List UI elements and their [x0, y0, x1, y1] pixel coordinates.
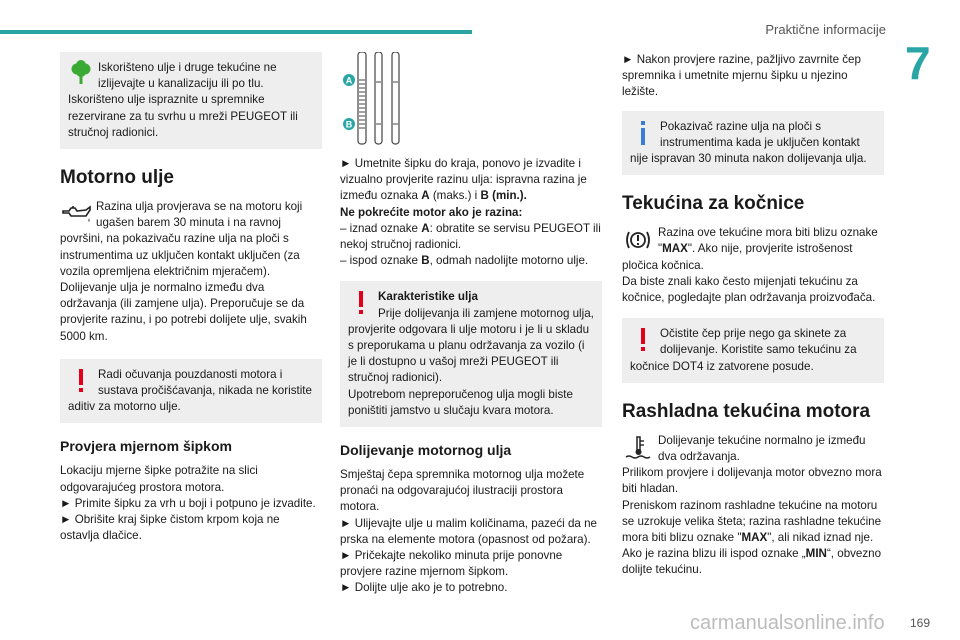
coolant-p4: Ako je razina blizu ili ispod oznake „MIN“, obvezno dolijte tekućinu. [622, 547, 882, 577]
dipstick-p3: ► Obrišite kraj šipke čistom krpom koja ne ostavlja dlačice. [60, 513, 280, 543]
watermark: carmanualsonline.info [690, 612, 885, 634]
eco-note-text-2: Iskorišteno ulje ispraznite u spremnike rezervirane za tu svrhu u mreži PEUGEOT ili stručnoj radionici. [68, 93, 298, 139]
heading-engine-oil: Motorno ulje [60, 167, 174, 189]
brake-fluid-text: Razina ove tekućine mora biti blizu oznake "MAX". Ako nije, provjerite istrošenost pločica kočnica. [622, 226, 878, 272]
warning-exclamation-icon [68, 367, 94, 395]
warning-exclamation-icon [630, 326, 656, 354]
topup-p4: ► Dolijte ulje ako je to potrebno. [340, 581, 508, 595]
dipstick-p1: Lokaciju mjerne šipke potražite na slici odgovarajućeg prostora motora. [60, 464, 258, 494]
subheading-dipstick-check: Provjera mjernom šipkom [60, 438, 232, 455]
warning-box-additive: Radi očuvanja pouzdanosti motora i sustava pročišćavanja, nikada ne koristite aditiv za motorno ulje. [60, 359, 322, 424]
above-a-text: – iznad oznake A: obratite se servisu PEUGEOT ili nekoj stručnoj radionici. [340, 221, 601, 252]
oil-can-icon [60, 199, 92, 229]
eco-note-text-1: Iskorišteno ulje i druge tekućine ne izlijevajte u kanalizaciju ili po tlu. [98, 61, 277, 91]
coolant-temperature-icon [622, 433, 654, 463]
subheading-topping-up: Dolijevanje motornog ulja [340, 442, 512, 459]
marker-b-label: B [345, 119, 353, 130]
column-3 [622, 52, 884, 579]
topup-p3: ► Pričekajte nekoliko minuta prije ponovne provjere razine mjernom šipkom. [340, 549, 563, 579]
topup-p2: ► Ulijevajte ulje u malim količinama, pazeći da ne prska na elemente motora (opasnost od požara). [340, 516, 597, 546]
coolant-p3: Preniskom razinom rashladne tekućine na motoru se uzrokuje velika šteta; razina rashladne tekućine mora biti blizu oznake "MAX", ali nikad iznad nje. [622, 498, 882, 545]
coolant-p1: Dolijevanje tekućine normalno je između dva održavanja. [622, 433, 884, 465]
page-number: 169 [909, 616, 930, 630]
dipstick-check-text: ► Umetnite šipku do kraja, ponovo je izvadite i vizualno provjerite razinu ulja: ispravna razina je između oznaka A (maks.) i B (min.). [340, 157, 587, 203]
info-box-oil-indicator: Pokazivač razine ulja na ploči s instrumentima kada je uključen kontakt nije ispravan 30 minuta nakon dolijevanja ulja. [622, 111, 884, 176]
column-1 [60, 52, 322, 544]
chapter-number: 7 [905, 37, 931, 89]
brake-p2: Da biste znali kako često mijenjati tekućinu za kočnice, pogledajte plan održavanja proizvođača. [622, 274, 876, 305]
oil-intro: Razina ulja provjerava se na motoru koji ugašen barem 30 minuta i na ravnoj površini, na pokazivaču razine ulja na ploči s instrumentima uz uključen kontakt uključen (za vozila opremljena električnim mjeračem). [60, 200, 303, 278]
marker-a-label: A [345, 75, 353, 86]
warning-exclamation-icon [348, 289, 374, 317]
heading-brake-fluid: Tekućina za kočnice [622, 193, 805, 215]
coolant-p2: Prilikom provjere i dolijevanja motor obvezno mora biti hladan. [622, 466, 882, 496]
dipstick-drawing [358, 52, 399, 144]
after-check-text: ► Nakon provjere razine, pažljivo zavrnite čep spremnika i umetnite mjernu šipku u njezino ležište. [622, 53, 861, 99]
warning-box-brake: Očistite čep prije nego ga skinete za dolijevanje. Koristite samo tekućinu za kočnice DOT4 iz zatvorene posude. [622, 318, 884, 383]
brake-warning-icon [622, 225, 654, 255]
warning-title: Karakteristike ulja [378, 290, 478, 304]
column-2 [340, 52, 602, 597]
no-start-warning: Ne pokrećite motor ako je razina: [340, 205, 523, 219]
header-accent-bar [0, 30, 472, 34]
below-b-text: – ispod oznake B, odmah nadolijte motorno ulje. [340, 254, 589, 268]
section-title: Praktične informacije [765, 22, 886, 37]
dipstick-illustration [340, 52, 602, 148]
info-icon [630, 119, 656, 147]
dipstick-p2: ► Primite šipku za vrh u boji i potpuno je izvadite. [60, 496, 316, 510]
eco-note-box [60, 52, 322, 149]
topup-p1: Smještaj čepa spremnika motornog ulja možete pronaći na odgovarajućoj ilustraciji prostora motora. [340, 468, 585, 514]
warning-box-oil-specs: Karakteristike ulja Prije dolijevanja ili zamjene motornog ulja, provjerite odgovara li ulje motoru i je li u skladu s preporukama u planu održavanja za vozilo (i je li dostupno u vašoj mreži PEUGEOT ili stručnoj radionici). Upotrebom nepreporučenog ulja mogli biste poništiti jamstvo u slučaju kvara motora. [340, 281, 602, 427]
tree-icon [68, 60, 94, 88]
oil-para-2: Dolijevanje ulja je normalno između dva održavanja (ili zamjene ulja). Preporučuje se da provjerite razinu, i po potrebi dolijete ulje, svakih 5000 km. [60, 281, 307, 343]
heading-coolant: Rashladna tekućina motora [622, 400, 871, 422]
